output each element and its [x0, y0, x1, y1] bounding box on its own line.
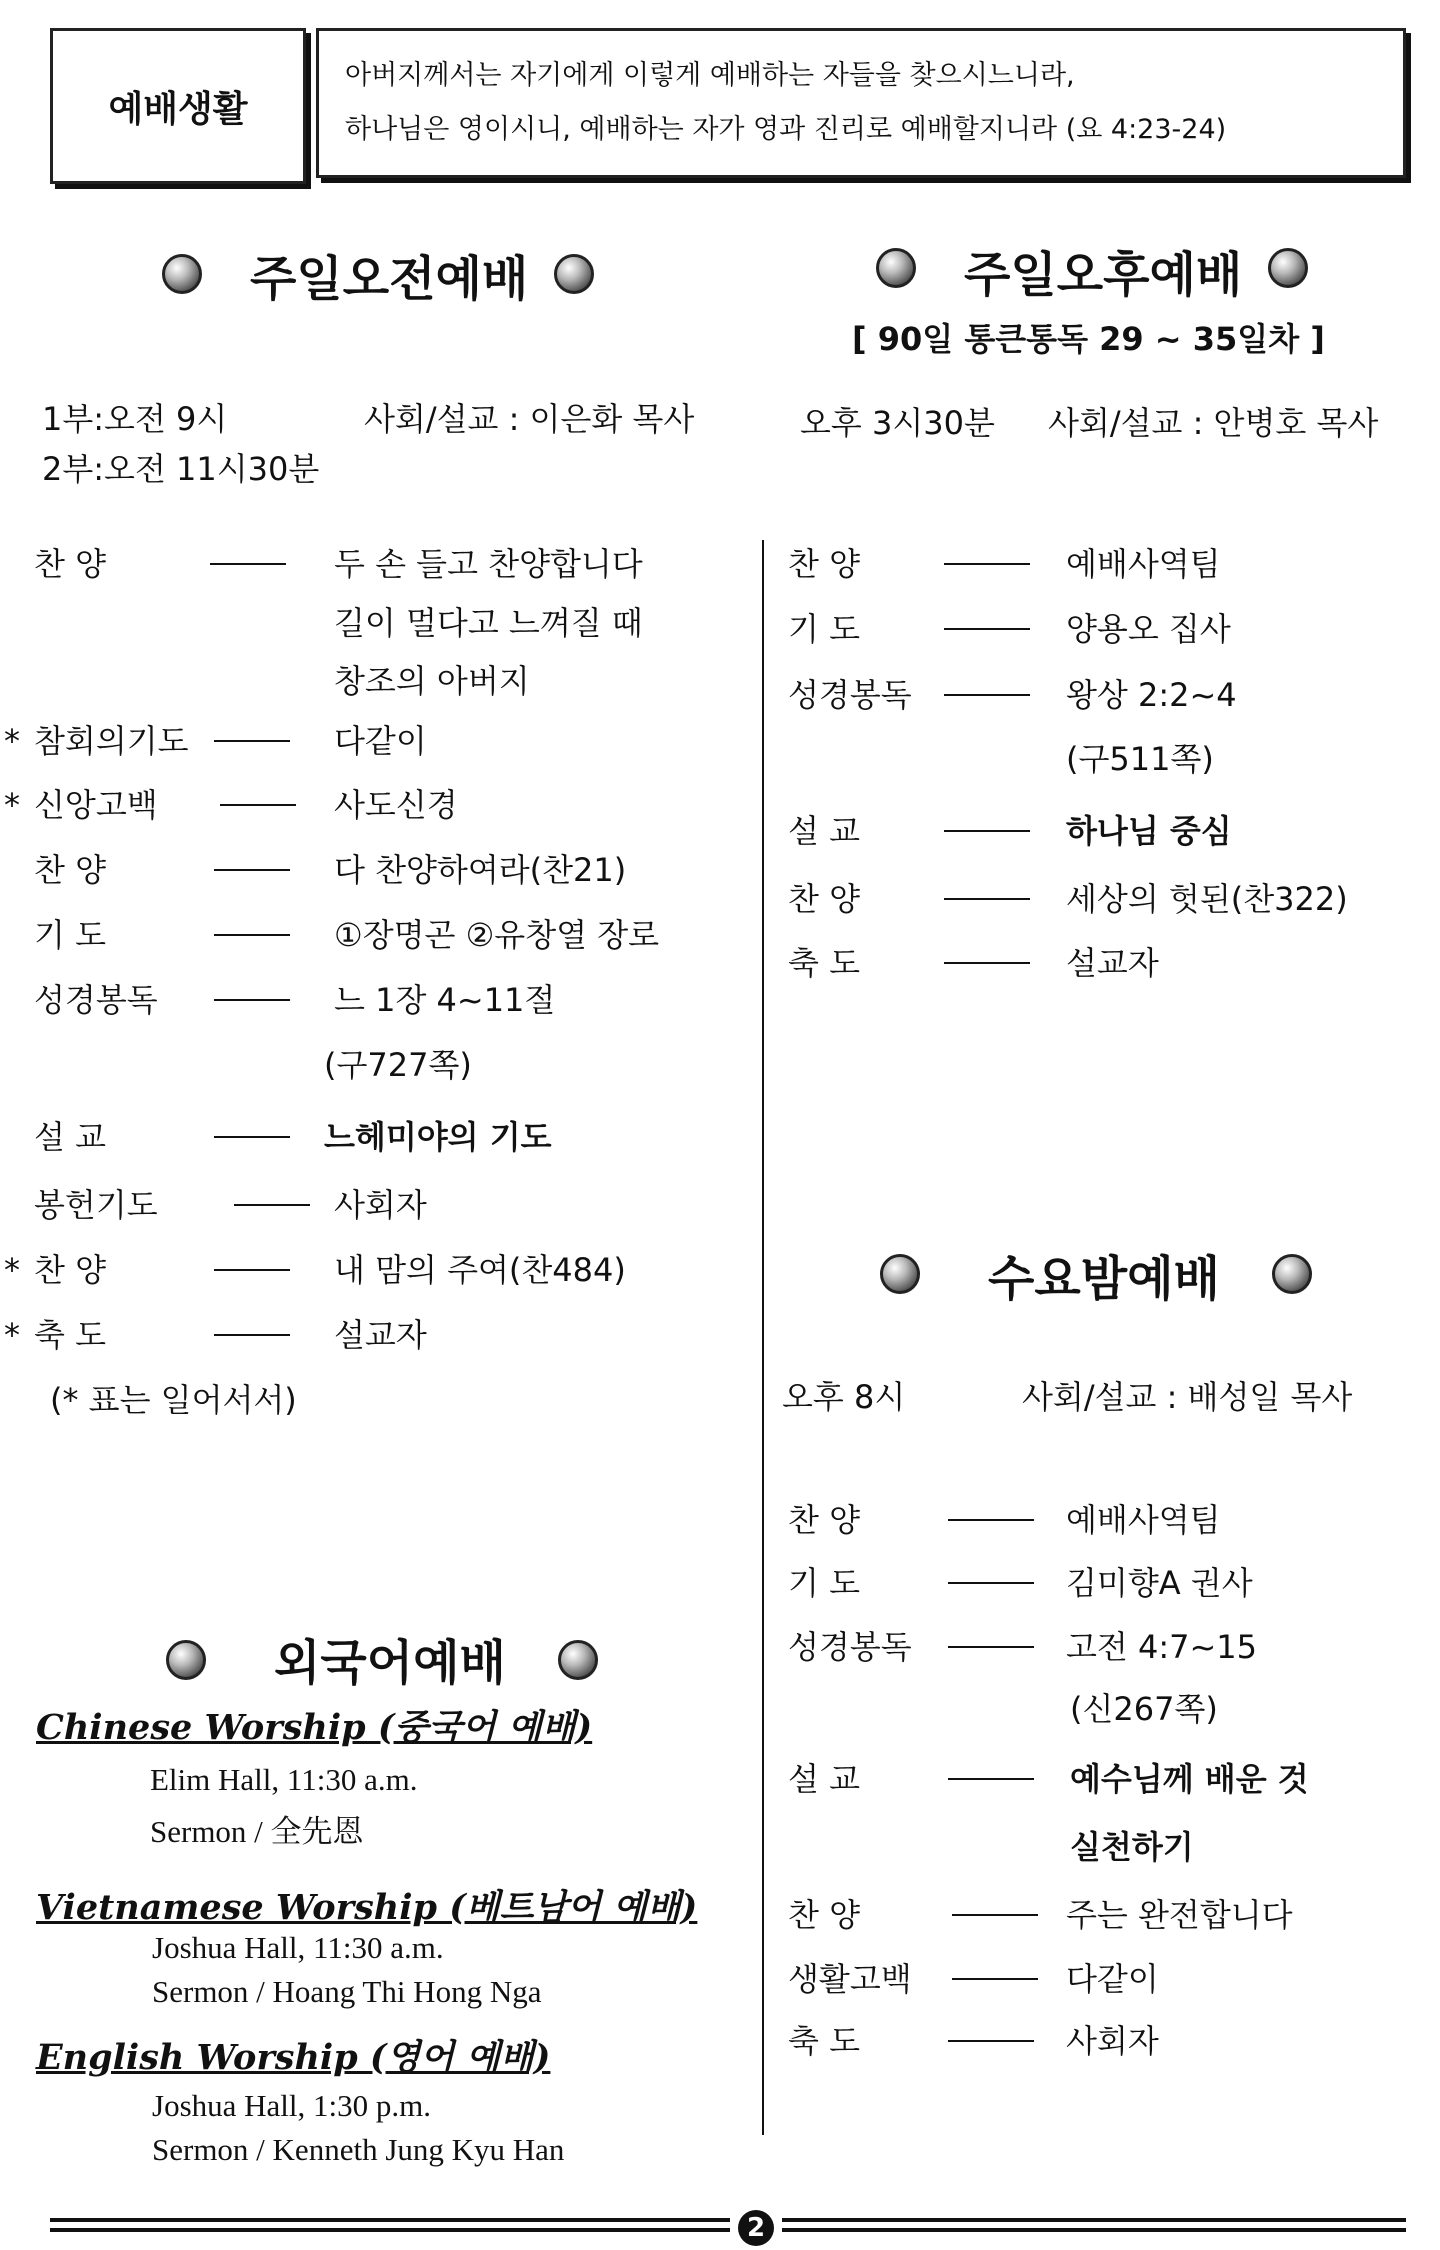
list-item — [788, 1954, 1159, 2004]
bullet-ball-icon — [162, 254, 202, 294]
bullet-ball-icon — [166, 1640, 206, 1680]
item-label: 신앙고백 — [34, 786, 158, 824]
bullet-ball-icon — [880, 1254, 920, 1294]
list-item — [788, 539, 1221, 589]
item-value: 예배사역팀 — [1066, 545, 1221, 583]
item-value: 다같이 — [334, 722, 427, 760]
list-item — [34, 910, 660, 960]
sunday-morning-title: 주일오전예배 — [250, 251, 529, 307]
item-label: 기 도 — [788, 1564, 860, 1602]
footer-rule-right — [782, 2228, 1406, 2232]
dash-line — [944, 563, 1030, 565]
bullet-ball-icon — [554, 254, 594, 294]
list-item — [4, 780, 458, 830]
list-item — [788, 1558, 1253, 1608]
list-item — [34, 845, 627, 895]
dash-line — [944, 694, 1030, 696]
list-item — [4, 1310, 427, 1360]
dash-line — [214, 1136, 290, 1138]
item-value: 사도신경 — [334, 786, 458, 824]
english-worship-place: Joshua Hall, 1:30 p.m. — [152, 2088, 431, 2123]
item-label: 참회의기도 — [34, 722, 189, 760]
item-value: 김미향A 권사 — [1066, 1564, 1253, 1602]
dash-line — [944, 962, 1030, 964]
dash-line — [944, 898, 1030, 900]
dash-line — [952, 1978, 1038, 1980]
standing-note: (* 표는 일어서서) — [50, 1381, 297, 1419]
list-item — [788, 874, 1348, 924]
afternoon-time: 오후 3시30분 — [800, 404, 995, 442]
item-label: 성경봉독 — [788, 676, 912, 714]
item-value: 길이 멀다고 느껴질 때 — [334, 604, 643, 642]
item-label: 찬 양 — [34, 545, 106, 583]
dash-line — [234, 1204, 310, 1206]
reading-plan-subtitle: [ 90일 통큰통독 29 ~ 35일차 ] — [852, 320, 1325, 358]
list-item — [4, 716, 427, 766]
morning-time-2: 2부:오전 11시30분 — [42, 450, 320, 488]
dash-line — [214, 999, 290, 1001]
morning-leader: 사회/설교 : 이은화 목사 — [364, 400, 695, 438]
item-label: 축 도 — [788, 944, 860, 982]
wednesday-title: 수요밤예배 — [988, 1251, 1220, 1307]
item-value: (구727쪽) — [324, 1046, 472, 1084]
sermon-title: 하나님 중심 — [1066, 812, 1232, 850]
item-value: 세상의 헛된(찬322) — [1066, 880, 1348, 918]
item-label: 설 교 — [788, 812, 860, 850]
dash-line — [944, 830, 1030, 832]
item-value: 주는 완전합니다 — [1066, 1896, 1293, 1934]
dash-line — [952, 1914, 1038, 1916]
item-label: 봉헌기도 — [34, 1186, 158, 1224]
item-label: 성경봉독 — [788, 1628, 912, 1666]
column-divider — [762, 540, 764, 2135]
list-item — [788, 670, 1237, 720]
item-value: 설교자 — [334, 1316, 427, 1354]
list-item — [4, 1245, 626, 1295]
dash-line — [944, 628, 1030, 630]
list-item — [34, 975, 556, 1025]
chinese-worship-heading: Chinese Worship (중국어 예배) — [36, 1707, 593, 1748]
item-value: 느 1장 4~11절 — [334, 981, 556, 1019]
footer-rule-right — [782, 2218, 1406, 2222]
page-number: 2 — [738, 2210, 774, 2246]
item-label: 찬 양 — [34, 851, 106, 889]
list-item — [788, 1890, 1293, 1940]
item-label: 찬 양 — [34, 1251, 106, 1289]
item-value: 양용오 집사 — [1066, 610, 1231, 648]
sermon-title-cont: 실천하기 — [1070, 1828, 1194, 1866]
item-label: 축 도 — [788, 2022, 860, 2060]
list-item — [788, 604, 1231, 654]
section-label: 예배생활 — [50, 28, 306, 184]
morning-time-1: 1부:오전 9시 — [42, 400, 228, 438]
sunday-afternoon-title: 주일오후예배 — [964, 247, 1243, 303]
item-value: 예배사역팀 — [1066, 1501, 1221, 1539]
bullet-ball-icon — [558, 1640, 598, 1680]
item-value: (신267쪽) — [1070, 1690, 1218, 1728]
english-worship-heading: English Worship (영어 예배) — [36, 2037, 551, 2078]
bullet-ball-icon — [1268, 248, 1308, 288]
list-item — [34, 1180, 427, 1230]
verse-line-2: 하나님은 영이시니, 예배하는 자가 영과 진리로 예배할지니라 (요 4:23-24) — [345, 114, 1227, 145]
list-item — [788, 1495, 1221, 1545]
list-item — [788, 1622, 1258, 1672]
item-label: 찬 양 — [788, 1501, 860, 1539]
item-label: 기 도 — [788, 610, 860, 648]
item-label: 설 교 — [788, 1760, 860, 1798]
item-label: 찬 양 — [788, 880, 860, 918]
verse-line-1: 아버지께서는 자기에게 이렇게 예배하는 자들을 찾으시느니라, — [345, 60, 1075, 91]
dash-line — [214, 1334, 290, 1336]
scripture-verse — [316, 28, 1406, 178]
dash-line — [210, 563, 286, 565]
standing-mark: * — [4, 722, 20, 760]
dash-line — [948, 1778, 1034, 1780]
foreign-worship-title: 외국어예배 — [274, 1635, 506, 1691]
dash-line — [948, 2040, 1034, 2042]
item-label: 찬 양 — [788, 1896, 860, 1934]
dash-line — [220, 804, 296, 806]
dash-line — [214, 740, 290, 742]
afternoon-leader: 사회/설교 : 안병호 목사 — [1048, 404, 1379, 442]
bullet-ball-icon — [876, 248, 916, 288]
standing-mark: * — [4, 1251, 20, 1289]
list-item — [34, 539, 643, 589]
list-item — [788, 806, 1232, 856]
english-worship-sermon: Sermon / Kenneth Jung Kyu Han — [152, 2132, 565, 2167]
dash-line — [214, 1269, 290, 1271]
chinese-worship-place: Elim Hall, 11:30 a.m. — [150, 1762, 418, 1797]
dash-line — [948, 1519, 1034, 1521]
standing-mark: * — [4, 786, 20, 824]
item-value: 왕상 2:2~4 — [1066, 676, 1237, 714]
item-value: 설교자 — [1066, 944, 1159, 982]
item-label: 성경봉독 — [34, 981, 158, 1019]
dash-line — [948, 1646, 1034, 1648]
standing-mark: * — [4, 1316, 20, 1354]
list-item — [788, 2016, 1159, 2066]
dash-line — [948, 1582, 1034, 1584]
item-value: 내 맘의 주여(찬484) — [334, 1251, 626, 1289]
item-label: 축 도 — [34, 1316, 106, 1354]
bullet-ball-icon — [1272, 1254, 1312, 1294]
footer-rule-left — [50, 2228, 730, 2232]
list-item — [34, 1112, 552, 1162]
dash-line — [214, 934, 290, 936]
sermon-title: 느헤미야의 기도 — [324, 1118, 552, 1156]
list-item — [788, 938, 1159, 988]
item-label: 찬 양 — [788, 545, 860, 583]
item-label: 생활고백 — [788, 1960, 912, 1998]
wednesday-time: 오후 8시 — [782, 1378, 906, 1416]
item-value: 다 찬양하여라(찬21) — [334, 851, 627, 889]
vietnamese-worship-place: Joshua Hall, 11:30 a.m. — [152, 1930, 444, 1965]
item-value: 사회자 — [1066, 2022, 1159, 2060]
item-value: (구511쪽) — [1066, 740, 1214, 778]
dash-line — [214, 869, 290, 871]
item-value: 고전 4:7~15 — [1066, 1628, 1258, 1666]
chinese-worship-sermon: Sermon / 全先恩 — [150, 1814, 364, 1849]
footer-rule-left — [50, 2218, 730, 2222]
vietnamese-worship-heading: Vietnamese Worship (베트남어 예배) — [36, 1887, 698, 1928]
item-value: ①장명곤 ②유창열 장로 — [334, 916, 660, 954]
list-item — [788, 1754, 1309, 1804]
wednesday-leader: 사회/설교 : 배성일 목사 — [1022, 1378, 1353, 1416]
item-value: 두 손 들고 찬양합니다 — [334, 545, 643, 583]
sermon-title: 예수님께 배운 것 — [1070, 1760, 1309, 1798]
item-value: 창조의 아버지 — [334, 662, 530, 700]
item-value: 사회자 — [334, 1186, 427, 1224]
item-label: 설 교 — [34, 1118, 106, 1156]
item-label: 기 도 — [34, 916, 106, 954]
vietnamese-worship-sermon: Sermon / Hoang Thi Hong Nga — [152, 1974, 542, 2009]
item-value: 다같이 — [1066, 1960, 1159, 1998]
